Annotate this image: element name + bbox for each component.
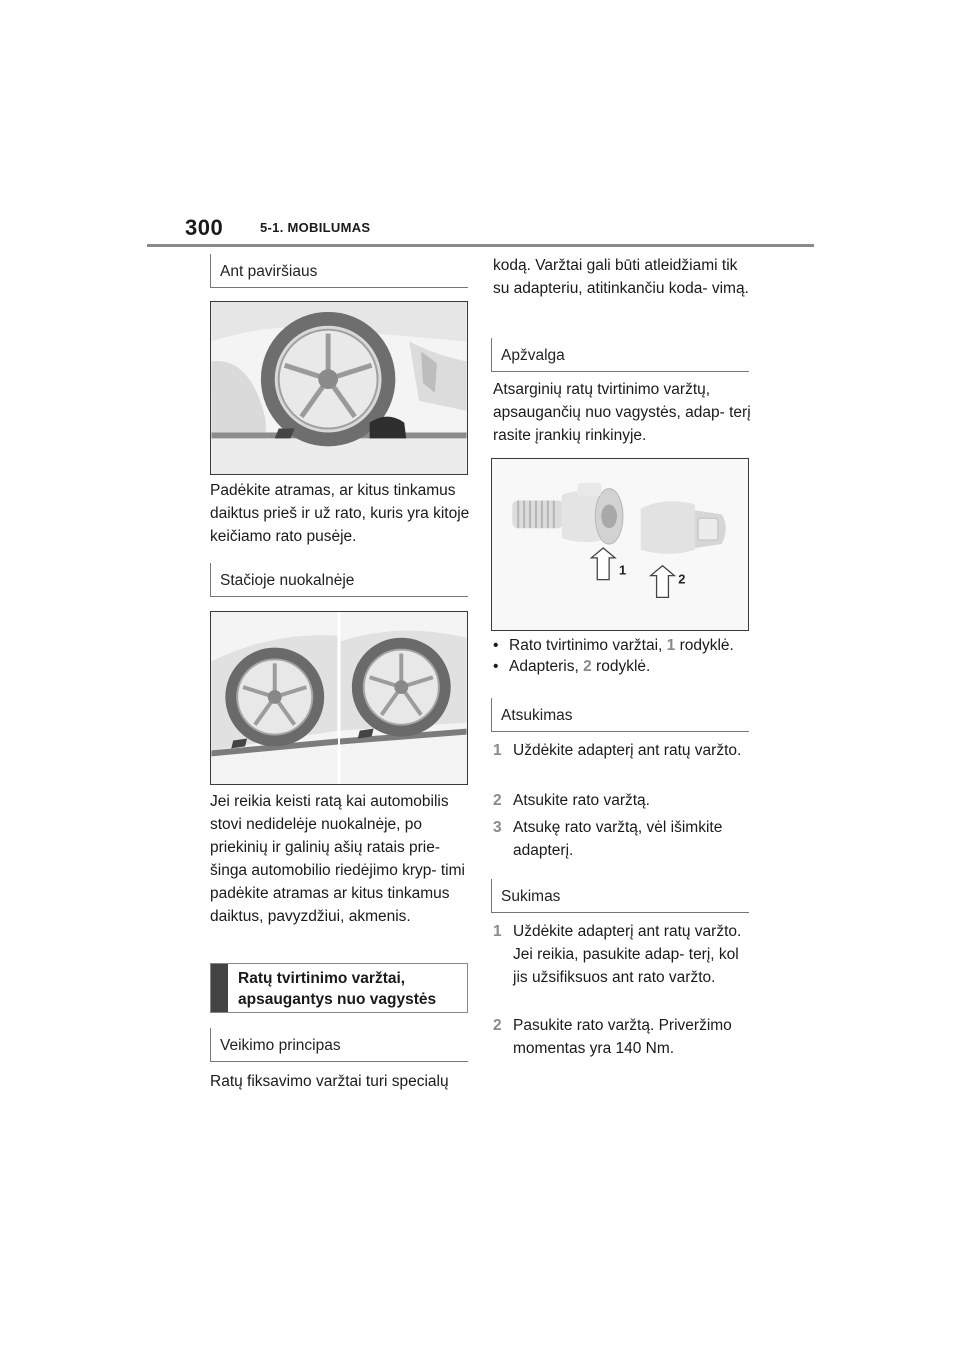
wheel-chock-flat-illustration	[210, 301, 468, 475]
paragraph-text: Atsarginių ratų tvirtinimo varžtų, apsaugančių nuo vagystės, adap- terį rasite įrankių rinkinyje.	[493, 381, 751, 444]
bullet-dot: •	[493, 637, 499, 654]
paragraph-text: kodą. Varžtai gali būti atleidžiami tik su adapteriu, atitinkančiu koda- vimą.	[493, 257, 749, 297]
step-text: Atsukę rato varžtą, vėl išimkite adapterį.	[513, 819, 723, 859]
bullet-text-end: rodyklė.	[591, 658, 651, 675]
step-number: 2	[493, 1017, 502, 1034]
arrow-label-2: 2	[678, 571, 686, 587]
lock-bolt-adapter-illustration	[491, 458, 749, 631]
section-heading-box	[210, 963, 468, 1013]
bullet-text: Rato tvirtinimo varžtai,	[509, 637, 667, 654]
bullet-ref-number: 1	[666, 637, 676, 654]
bullet-text: Adapteris,	[509, 658, 584, 675]
subheading-flat-surface: Ant paviršiaus	[210, 254, 468, 288]
loosen-step	[493, 789, 753, 812]
subheading-overview: Apžvalga	[491, 338, 749, 372]
paragraph-text: Padėkite atramas, ar kitus tinkamus daiktus prieš ir už rato, kuris yra kitoje keičiamo rato pusėje.	[210, 482, 470, 545]
chapter-title: 5-1. MOBILUMAS	[260, 220, 371, 235]
tighten-step	[493, 1014, 753, 1060]
step-text: Uždėkite adapterį ant ratų varžto. Jei reikia, pasukite adap- terį, kol jis užsifiksuos ant rato varžto.	[513, 923, 742, 986]
step-text: Uždėkite adapterį ant ratų varžto.	[513, 742, 742, 759]
car-wheels-slope-drawing	[211, 612, 467, 784]
paragraph-text: Ratų fiksavimo varžtai turi specialų	[210, 1073, 449, 1090]
arrow-label-1: 1	[619, 562, 627, 578]
step-text: Pasukite rato varžtą. Priveržimo momentas yra 140 Nm.	[513, 1017, 732, 1057]
step-number: 1	[493, 742, 502, 759]
paragraph-flat-surface	[210, 479, 470, 548]
paragraph-overview	[493, 378, 751, 447]
bullet-item	[493, 658, 650, 676]
step-number: 2	[493, 792, 502, 809]
subheading-loosen: Atsukimas	[491, 698, 749, 732]
paragraph-code	[493, 254, 751, 300]
loosen-step	[493, 739, 753, 762]
paragraph-text: Jei reikia keisti ratą kai automobilis stovi nedidelėje nuokalnėje, po priekinių ir galinių ašių ratais prie- šinga automobilio riedėjimo kryp- timi padėkite atramas ar kitus tinkamus daiktus, pavyzdžiui, akmenis.	[210, 793, 465, 925]
header-divider	[147, 244, 814, 247]
paragraph-steep-slope	[210, 790, 470, 928]
section-heading-text: Ratų tvirtinimo varžtai, apsaugantys nuo vagystės	[238, 970, 437, 1008]
bullet-item	[493, 637, 734, 655]
subheading-steep-slope: Stačioje nuokalnėje	[210, 563, 468, 597]
wheel-chock-slope-illustration	[210, 611, 468, 785]
car-wheel-flat-drawing	[211, 302, 467, 474]
bolt-and-adapter-drawing	[492, 459, 748, 630]
bullet-dot: •	[493, 658, 499, 675]
subheading-tighten: Sukimas	[491, 879, 749, 913]
bullet-ref-number: 2	[583, 658, 592, 675]
step-number: 1	[493, 923, 502, 940]
page-number: 300	[185, 215, 224, 240]
bullet-text-end: rodyklė.	[675, 637, 734, 654]
section-heading-bar	[211, 964, 228, 1012]
step-number: 3	[493, 819, 502, 836]
tighten-step	[493, 920, 753, 989]
subheading-principle: Veikimo principas	[210, 1028, 468, 1062]
step-text: Atsukite rato varžtą.	[513, 792, 650, 809]
loosen-step	[493, 816, 753, 862]
paragraph-principle	[210, 1070, 470, 1093]
